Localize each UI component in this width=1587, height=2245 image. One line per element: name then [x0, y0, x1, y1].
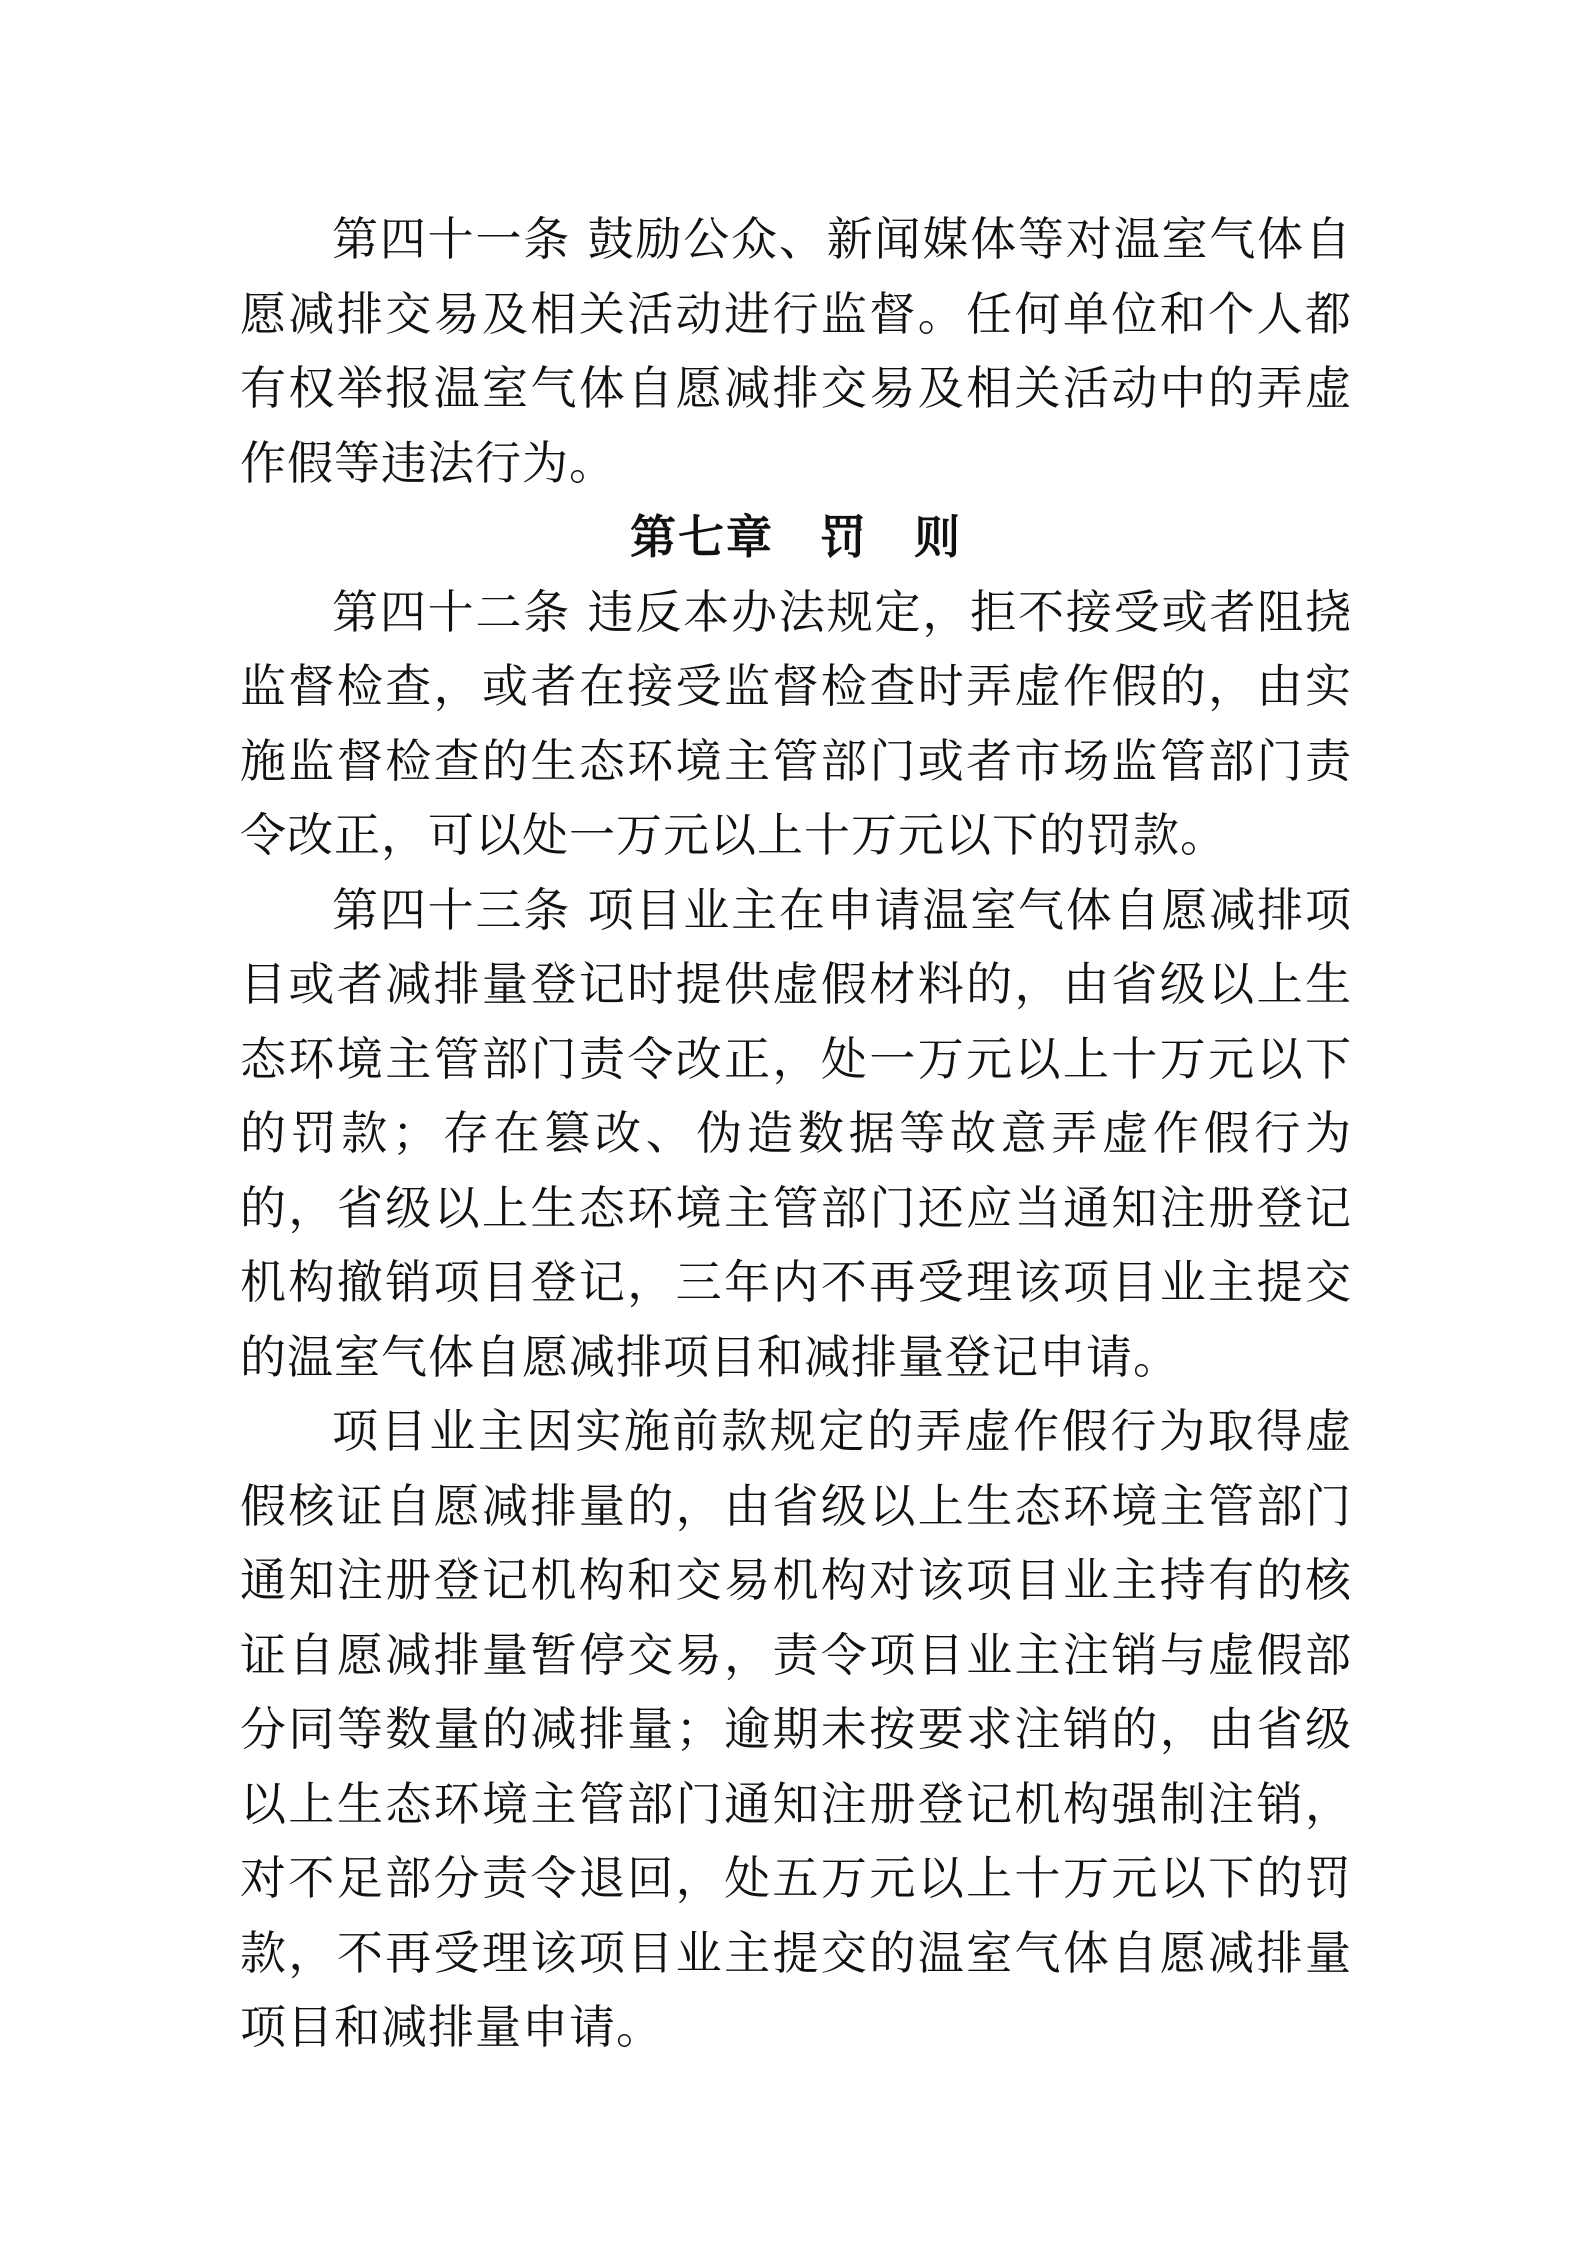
article-41-paragraph: 第四十一条 鼓励公众、新闻媒体等对温室气体自愿减排交易及相关活动进行监督。任何单位和个人都有权举报温室气体自愿减排交易及相关活动中的弄虚作假等违法行为。	[240, 212, 1352, 490]
chapter-title-char-2: 则	[914, 510, 962, 564]
article-43-paragraph-1: 第四十三条 项目业主在申请温室气体自愿减排项目或者减排量登记时提供虚假材料的，由省级以上生态环境主管部门责令改正，处一万元以上十万元以下的罚款；存在篡改、伪造数据等故意弄虚作假行为的，省级以上生态环境主管部门还应当通知注册登记机构撤销项目登记，三年内不再受理该项目业主提交的温室气体自愿减排项目和减排量登记申请。	[240, 882, 1352, 1384]
chapter-heading	[240, 500, 1352, 575]
chapter-number: 第七章	[630, 510, 774, 564]
article-42-paragraph: 第四十二条 违反本办法规定，拒不接受或者阻挠监督检查，或者在接受监督检查时弄虚作假的，由实施监督检查的生态环境主管部门或者市场监管部门责令改正，可以处一万元以上十万元以下的罚款。	[240, 584, 1352, 862]
article-43-paragraph-2: 项目业主因实施前款规定的弄虚作假行为取得虚假核证自愿减排量的，由省级以上生态环境主管部门通知注册登记机构和交易机构对该项目业主持有的核证自愿减排量暂停交易，责令项目业主注销与虚假部分同等数量的减排量；逾期未按要求注销的，由省级以上生态环境主管部门通知注册登记机构强制注销，对不足部分责令退回，处五万元以上十万元以下的罚款，不再受理该项目业主提交的温室气体自愿减排量项目和减排量申请。	[240, 1404, 1352, 2054]
chapter-title-char-1: 罚	[820, 510, 868, 564]
document-body	[240, 202, 1352, 2065]
